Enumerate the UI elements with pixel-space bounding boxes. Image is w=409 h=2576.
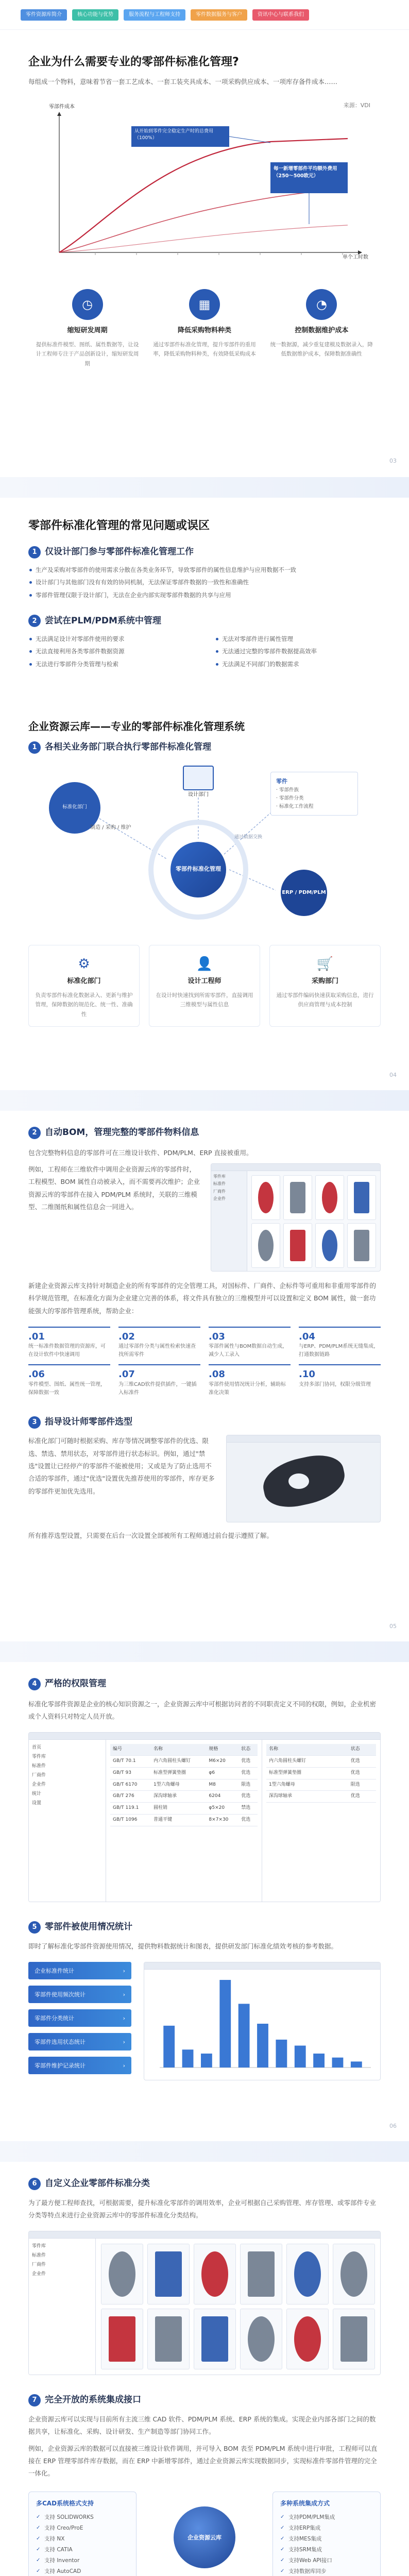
chevron-right-icon: ›	[123, 1967, 125, 1974]
list-item: ✓ 支持ERP集成	[280, 2523, 373, 2534]
category-thumbnail[interactable]	[194, 2244, 236, 2304]
table-row[interactable]	[266, 1791, 376, 1803]
tree-item[interactable]: 厂商件	[213, 1189, 226, 1194]
list-item: ✓ 支持 SOLIDWORKS	[36, 2512, 129, 2523]
role-cards	[28, 945, 381, 1027]
cell: φ6	[206, 1767, 238, 1779]
benefit-number: .10	[299, 1369, 315, 1380]
page-divider	[0, 2141, 409, 2162]
stats-button[interactable]	[28, 1962, 131, 1979]
category-item[interactable]: 企业件	[32, 2272, 46, 2277]
chart-box-total: 从开始到零件完全稳定生产时的总费用（100%）	[134, 129, 214, 141]
cost-chart	[28, 100, 381, 270]
role-desc: 通过零部件编码快速获取采购信息，进行供应商管理与成本控制	[276, 992, 374, 1008]
stats-button-label: 零部件分类统计	[35, 2014, 74, 2022]
cad-support-box	[28, 2492, 137, 2576]
integration-hub: 企业资源云库	[174, 2506, 235, 2568]
usage-bar-chart	[144, 1970, 376, 2078]
page-divider	[0, 1641, 409, 1662]
part-thumbnail-grid	[247, 1171, 380, 1272]
role-title: 设计工程师	[188, 977, 221, 985]
cell: M8	[206, 1779, 238, 1791]
column-header: 编号	[110, 1744, 151, 1755]
role-card	[28, 945, 140, 1027]
node-center: 零部件标准化管理	[171, 842, 226, 897]
benefit-text: 与ERP、PDM/PLM系统无缝集成，打通数据链路	[299, 1344, 379, 1358]
usage-bar	[276, 2040, 287, 2067]
category-tree	[29, 2239, 96, 2375]
parts-table	[110, 1744, 258, 1826]
sub-heading	[28, 2177, 381, 2191]
cart-icon: 🛒	[316, 956, 334, 972]
cell: 深沟球轴承	[151, 1791, 206, 1803]
chart-y-label: 零部件成本	[49, 104, 75, 110]
selection-screenshot	[226, 1435, 381, 1522]
column-header: 名称	[151, 1744, 206, 1755]
feature-line: · 零部件族	[276, 787, 299, 793]
cell: 优选	[348, 1791, 376, 1803]
sub-heading-text: 完全开放的系统集成接口	[45, 2395, 141, 2405]
stats-button[interactable]	[28, 2009, 131, 2027]
section-resource-library	[0, 714, 409, 1090]
sub-heading	[28, 1921, 381, 1934]
node-bottom-label: 制造 / 采购 / 维护	[90, 824, 131, 831]
cell: 优选	[348, 1767, 376, 1779]
stats-button-label: 零部件选用状态统计	[35, 2038, 86, 2045]
sub-heading-text: 自定义企业零部件标准分类	[45, 2178, 150, 2189]
benefit-number: .06	[28, 1369, 45, 1380]
cell: GB/T 276	[110, 1791, 151, 1803]
sub-heading	[28, 1126, 381, 1140]
section-intro: 每组成一个物料，意味着节省一套工艺成本、一套工装夹具成本、一项采购供应成本、一项库存备件成本……	[28, 77, 338, 86]
stats-button[interactable]	[28, 2057, 131, 2074]
role-card	[269, 945, 381, 1027]
usage-bar	[351, 2062, 362, 2068]
cell: 圆柱销	[151, 1803, 206, 1815]
section-permissions	[0, 1662, 409, 2141]
paragraph: 新建企业资源云库支持针对制造企业的所有零部件的完全管理工具，对国标件、厂商件、企标件等可重用和非重用零部件的科学规范管理，在标准化方面为企业建立完善的体系，将文件具有独立的三维模型并可以设置和定义 BOM 属性，做一套功能强大的零部件管理系统，帮助企业：	[28, 1281, 377, 1315]
benefit-cards	[28, 289, 381, 368]
column-header: 状态	[348, 1744, 376, 1755]
list-item: 无法满足设计对零部件使用的要求	[28, 633, 194, 645]
usage-bar	[313, 2054, 325, 2067]
list-item: ✓ 支持PDM/PLM集成	[280, 2512, 373, 2523]
feature-line: · 标准化工作流程	[276, 804, 314, 810]
part-thumbnail[interactable]	[347, 1175, 376, 1220]
benefit-grid	[28, 1327, 381, 1397]
category-thumbnail[interactable]	[333, 2244, 375, 2304]
node-erp: ERP / PDM/PLM	[281, 870, 327, 916]
usage-bar	[201, 2054, 212, 2067]
benefit-text: 零件模型、图纸、属性统一管理，保障数据一致	[28, 1381, 106, 1396]
user-icon: 👤	[196, 956, 213, 972]
benefit-title: 降低采购物料种类	[177, 327, 231, 335]
category-thumbnail[interactable]	[333, 2309, 375, 2369]
category-item[interactable]: 标准件	[32, 2253, 46, 2259]
role-title: 标准化部门	[67, 977, 101, 985]
bom-screenshot	[211, 1163, 381, 1272]
part-thumbnail[interactable]	[283, 1223, 312, 1268]
benefit-number: .07	[118, 1369, 135, 1380]
paragraph: 标准化零部件资源是企业的核心知识资源之一，企业资源云库中可根据访问者的不同职责定义不同的权限，例如，企业机密或个人资料只对特定人员开放。	[28, 1700, 377, 1720]
monitor-icon	[183, 766, 214, 790]
top-tab-bar	[0, 0, 409, 30]
column-header: 名称	[266, 1744, 348, 1755]
system-integration-box	[272, 2492, 381, 2576]
list-item: 无法直接利用各类零部件数据资源	[28, 645, 194, 657]
benefit-number: .03	[209, 1331, 225, 1342]
part-thumbnail[interactable]	[315, 1175, 344, 1220]
category-thumbnail[interactable]	[194, 2309, 236, 2369]
problem-list-left	[28, 633, 194, 670]
benefit-number: .08	[209, 1369, 225, 1380]
nav-tree-item[interactable]: 厂商件	[32, 1773, 46, 1778]
stats-button[interactable]	[28, 1986, 131, 2003]
usage-bar	[163, 2026, 175, 2067]
list-item: 无法进行零部件分类管理与检索	[28, 658, 194, 670]
cell: GB/T 1096	[110, 1814, 151, 1826]
benefit-title: 控制数据维护成本	[295, 327, 349, 335]
box-title: 多CAD系统格式支持	[36, 2499, 94, 2507]
stats-button[interactable]	[28, 2033, 131, 2050]
paragraph: 所有推荐选型设置，只需要在后台一次设置全部被所有工程师通过前台提示遵照了解。	[28, 1532, 274, 1540]
usage-bar	[332, 2058, 344, 2067]
chevron-right-icon: ›	[123, 2014, 125, 2022]
number-badge: 3	[28, 1416, 41, 1429]
chevron-right-icon: ›	[123, 1991, 125, 1998]
benefit-text: 零部件使用情况统计分析，辅助标准化决策	[209, 1381, 286, 1396]
sub-heading-text: 指导设计师零部件选型	[45, 1416, 132, 1427]
usage-bar	[295, 2046, 306, 2068]
selection-block	[28, 1435, 381, 1522]
usage-bar	[182, 2049, 194, 2067]
role-title: 采购部门	[311, 977, 338, 985]
gear-icon: ⚙	[78, 956, 90, 972]
benefit-card	[268, 289, 376, 368]
node-standardization: 标准化部门	[49, 782, 100, 834]
list-item: ✓ 支持数据库同步	[280, 2566, 373, 2576]
cell: GB/T 6170	[110, 1779, 151, 1791]
paragraph: 例如，企业资源云库的数据可以直接被三维设计软件调用，并可导入 BOM 表至 PDM/PLM 系统中进行审批，工程师可以直接在 ERP 管理零部件库存数据，而在 ERP 中新增零部件，通过企业资源云库实现数据同步，实现标准件零部件管理的完全一体化。	[28, 2444, 378, 2478]
number-badge: 7	[28, 2394, 41, 2406]
table-row[interactable]	[110, 1791, 258, 1803]
cell: 深沟球轴承	[266, 1791, 348, 1803]
link-label: 通过数据交换	[234, 834, 263, 840]
number-badge: 2	[28, 615, 41, 627]
category-thumbnail[interactable]	[101, 2309, 143, 2369]
category-item[interactable]: 零件库	[32, 2244, 46, 2249]
cell: 优选	[238, 1756, 258, 1768]
window-titlebar	[227, 1435, 380, 1443]
benefit-number: .01	[28, 1331, 45, 1342]
list-item: 无法通过完整的零部件数据提高效率	[215, 645, 381, 657]
sub-heading-text: 仅设计部门参与零部件标准化管理工作	[45, 546, 194, 557]
collaboration-diagram	[28, 761, 381, 931]
chevron-right-icon: ›	[123, 2062, 125, 2069]
classification-screenshot	[28, 2231, 381, 2375]
part-thumbnail[interactable]	[347, 1223, 376, 1268]
category-thumbnail[interactable]	[147, 2244, 190, 2304]
page-number: 06	[389, 2122, 397, 2129]
benefit-box	[28, 1364, 110, 1397]
permission-table	[266, 1744, 376, 1803]
table-row[interactable]	[110, 1756, 258, 1768]
stats-button-label: 零部件维护记录统计	[35, 2062, 86, 2069]
cell: 普通平键	[151, 1814, 206, 1826]
node-design-label: 设计部门	[188, 791, 209, 798]
section-title: 零部件标准化管理的常见问题或误区	[28, 519, 210, 532]
benefit-box	[209, 1327, 291, 1359]
list-item: ✓ 支持 Inventor	[36, 2555, 129, 2566]
paragraph: 即时了解标准化零部件资源使用情况，提供物料数据统计和图表，提供研发部门标准化绩效考核的参考数据。	[28, 1942, 338, 1950]
benefit-title: 缩短研发周期	[67, 327, 108, 335]
role-card	[149, 945, 260, 1027]
nav-tree-item[interactable]: 零件库	[32, 1754, 46, 1760]
pdm-problem-lists	[28, 633, 381, 670]
benefit-card	[150, 289, 258, 368]
table-row[interactable]	[266, 1767, 376, 1779]
cell: 禁选	[238, 1803, 258, 1815]
nav-tree-item[interactable]: 企业件	[32, 1782, 46, 1788]
sub-heading	[28, 2394, 381, 2407]
table-row[interactable]	[266, 1779, 376, 1791]
benefit-box	[28, 1327, 110, 1359]
sub-heading	[28, 615, 381, 628]
gauge-icon: ◔	[306, 289, 337, 320]
feature-card	[270, 772, 358, 816]
part-thumbnail[interactable]	[251, 1175, 280, 1220]
cell: 优选	[238, 1814, 258, 1826]
column-header: 状态	[238, 1744, 258, 1755]
nav-tree-item[interactable]: 统计	[32, 1791, 42, 1797]
cell: 内六角圆柱头螺钉	[266, 1756, 348, 1768]
tree-item[interactable]: 零件库	[213, 1174, 226, 1179]
sub-heading-text: 各相关业务部门联合执行零部件标准化管理	[45, 742, 211, 752]
cell: 优选	[238, 1791, 258, 1803]
problem-list	[28, 564, 381, 601]
category-item[interactable]: 厂商件	[32, 2262, 46, 2268]
list-item: 无法满足不同部门的数据需求	[215, 658, 381, 670]
section-classification	[0, 2162, 409, 2576]
integration-block	[28, 2492, 381, 2576]
problem-list-right	[215, 633, 381, 670]
chart-box-extra	[274, 165, 346, 180]
list-item: 设计部门与其他部门没有有效的协同机制，无法保证零部件数据的一致性和准确性	[28, 576, 381, 588]
chart-x-label: 单个工时数	[343, 255, 368, 261]
list-item: ✓ 支持 AutoCAD	[36, 2566, 129, 2576]
cell: 1型六角螺母	[266, 1779, 348, 1791]
number-badge: 2	[28, 1127, 41, 1139]
cell: φ5×20	[206, 1803, 238, 1815]
sub-heading-text: 零部件被使用情况统计	[45, 1922, 132, 1933]
table-row[interactable]	[110, 1814, 258, 1826]
page-divider	[0, 1090, 409, 1111]
number-badge: 1	[28, 741, 41, 754]
chart-icon: ▦	[189, 289, 220, 320]
list-item: ✓ 支持MES集成	[280, 2534, 373, 2545]
benefit-box	[299, 1364, 381, 1397]
cell: GB/T 93	[110, 1767, 151, 1779]
page-number: 05	[389, 1622, 397, 1630]
window-titlebar	[211, 1164, 380, 1171]
benefit-desc: 提供标准件模型、图纸、属性数据等，让设计工程师专注于产品创新设计，缩短研发周期	[36, 341, 139, 367]
list-item: ✓ 支持Web API接口	[280, 2555, 373, 2566]
part-thumbnail[interactable]	[283, 1175, 312, 1220]
sub-heading	[28, 741, 381, 754]
paragraph: 为了最方便工程师查找，可根据需要，提升标准化零部件的调用效率，企业可根据自己采购管理、库存管理、或零部件专业分类等特点来进行企业资源云库中的零部件标准化分类结构。	[28, 2198, 377, 2219]
category-thumbnail-grid	[96, 2239, 380, 2375]
chart-box-extra-range: （250～500欧元）	[274, 173, 319, 179]
cell: 6204	[206, 1791, 238, 1803]
stats-menu	[28, 1962, 131, 2080]
paragraph: 标准化部门可随时根据采购、库存等情况调整零部件的优选、限选、禁选、禁用状态，对零部件进行状态标识。例如，通过"禁选"设置让已经停产的零部件不能被使用；又或是为了防止选用不合适的零部件，通过"优选"设置优先推荐使用的零部件，库存更多的零部件更加优先选用。	[28, 1437, 215, 1495]
cell: 优选	[238, 1767, 258, 1779]
node-design	[157, 766, 240, 800]
tab-data-service[interactable]: 零件数据服务与客户	[191, 9, 247, 21]
benefit-text: 支持多部门协同，权限分级管理	[299, 1381, 371, 1387]
cell: 优选	[348, 1756, 376, 1768]
feature-card-title: 零件	[276, 777, 287, 785]
table-panel-left	[106, 1740, 262, 1902]
table-row[interactable]	[110, 1803, 258, 1815]
usage-bar	[219, 1980, 231, 2067]
benefit-desc: 通过零部件标准化管理，提升零部件的重用率，降低采购物料种类，有效降低采购成本	[153, 341, 256, 358]
benefit-text: 为三维CAD软件提供插件，一键插入标准件	[118, 1381, 197, 1396]
stats-screenshot	[144, 1962, 381, 2080]
category-thumbnail[interactable]	[101, 2244, 143, 2304]
category-thumbnail[interactable]	[286, 2309, 329, 2369]
sub-heading	[28, 546, 381, 559]
tree-item[interactable]: 标准件	[213, 1181, 226, 1187]
usage-bar	[238, 2004, 250, 2067]
cell: 标准型弹簧垫圈	[266, 1767, 348, 1779]
cell: 8×7×30	[206, 1814, 238, 1826]
usage-bar	[257, 2024, 268, 2067]
benefit-box	[299, 1327, 381, 1359]
sub-heading	[28, 1677, 381, 1691]
stats-button-label: 企业标准件统计	[35, 1967, 74, 1974]
permissions-screenshot	[28, 1732, 381, 1902]
benefit-card	[33, 289, 141, 368]
list-item: ✓ 支持 CATIA	[36, 2545, 129, 2555]
clock-icon: ◷	[72, 289, 103, 320]
chart-source: 来源：VDI	[343, 102, 370, 109]
sub-heading-text: 尝试在PLM/PDM系统中管理	[45, 615, 161, 626]
benefit-desc: 统一数据源，减少重复建模及数据录入，降低数据维护成本，保障数据准确性	[270, 341, 373, 358]
benefit-number: .04	[299, 1331, 315, 1342]
page-divider	[0, 477, 409, 498]
number-badge: 1	[28, 546, 41, 558]
cell: GB/T 70.1	[110, 1756, 151, 1768]
part-thumbnail[interactable]	[315, 1223, 344, 1268]
cell: 标准型弹簧垫圈	[151, 1767, 206, 1779]
part-thumbnail[interactable]	[251, 1223, 280, 1268]
section-common-problems	[0, 498, 409, 714]
bom-block	[28, 1163, 381, 1272]
nav-tree-item[interactable]: 首页	[32, 1745, 42, 1751]
list-item: ✓ 支持SRM集成	[280, 2545, 373, 2555]
list-item: 生产及采购对零部件的使用需求分散在各类业务环节，导致零部件的属性信息维护与应用数据不一致	[28, 564, 381, 576]
table-panel-right	[262, 1740, 380, 1902]
cell: 限选	[348, 1779, 376, 1791]
nav-tree	[29, 1740, 106, 1902]
category-thumbnail[interactable]	[147, 2309, 190, 2369]
cell: M6×20	[206, 1756, 238, 1768]
tab-features[interactable]: 核心功能与优势	[72, 9, 118, 21]
category-thumbnail[interactable]	[240, 2244, 282, 2304]
benefit-text: 零部件属性与BOM数据自动生成，减少人工录入	[209, 1344, 288, 1358]
category-thumbnail[interactable]	[286, 2244, 329, 2304]
stats-button-label: 零部件使用频次统计	[35, 1991, 86, 1998]
column-header: 规格	[206, 1744, 238, 1755]
list-item: ✓ 支持 Creo/ProE	[36, 2523, 129, 2534]
number-badge: 6	[28, 2178, 41, 2190]
window-titlebar	[29, 1733, 380, 1740]
nav-tree-item[interactable]: 标准件	[32, 1764, 46, 1769]
feature-line: · 零部件分类	[276, 795, 304, 801]
benefit-text: 统一标准件数据管理的资源库，可在设计软件中快速调用	[28, 1344, 106, 1358]
role-desc: 负责零部件标准化数据录入、更新与维护管理，保障数据的规范化、统一性、准确性	[35, 992, 133, 1018]
paragraph: 企业资源云库可以实现与目前所有主流三维 CAD 软件、PDM/PLM 系统、ERP 系统的集成。实现企业内部各部门之间的数据共享，让标准化、采购、设计研发、生产制造等部门协同工作。	[28, 2415, 376, 2436]
benefit-number: .02	[118, 1331, 135, 1342]
sub-heading-text: 严格的权限管理	[45, 1679, 106, 1689]
chevron-right-icon: ›	[123, 2038, 125, 2045]
cell: 内六角圆柱头螺钉	[151, 1756, 206, 1768]
tab-service[interactable]: 服务流程与工程师支持	[124, 9, 185, 21]
paragraph: 例如，工程师在三维软件中调用企业资源云库的零部件时，工程模型、BOM 属性自动被录入，而不需要再次维护；企业资源云库的零部件在接入 PDM/PLM 系统时，关联的三维模型、二维图纸和属性信息会一同进入。	[28, 1165, 200, 1211]
page-number: 03	[389, 457, 397, 464]
tab-news[interactable]: 资讯中心与联系我们	[252, 9, 309, 21]
cell: 限选	[238, 1779, 258, 1791]
section-auto-bom	[0, 1111, 409, 1641]
cell: GB/T 119.1	[110, 1803, 151, 1815]
page-number: 04	[389, 1071, 397, 1078]
table-row[interactable]	[110, 1779, 258, 1791]
benefit-box	[118, 1364, 200, 1397]
nav-tree-item[interactable]: 设置	[32, 1801, 42, 1806]
benefit-box	[118, 1327, 200, 1359]
window-titlebar	[144, 1962, 380, 1970]
section-why-standardize	[0, 30, 409, 477]
tab-intro[interactable]: 零件资源库简介	[21, 9, 67, 21]
benefit-text: 通过零部件分类与属性检索快速查找所需零件	[118, 1344, 196, 1358]
chart-box-extra-title: 每一新增零部件平均额外费用	[274, 166, 337, 172]
section-title: 企业资源云库——专业的零部件标准化管理系统	[28, 720, 245, 733]
sub-heading	[28, 1416, 381, 1429]
stats-block	[28, 1962, 381, 2080]
list-item: ✓ 支持 NX	[36, 2534, 129, 2545]
cell: 1型六角螺母	[151, 1779, 206, 1791]
number-badge: 4	[28, 1678, 41, 1690]
table-row[interactable]	[266, 1756, 376, 1768]
benefit-box	[209, 1364, 291, 1397]
section-title: 企业为什么需要专业的零部件标准化管理?	[28, 56, 239, 69]
role-desc: 在设计时快速找到所需零部件，直接调用三维模型与属性信息	[156, 992, 253, 1008]
number-badge: 5	[28, 1921, 41, 1934]
window-titlebar	[29, 2231, 380, 2239]
tree-item[interactable]: 企业件	[213, 1196, 226, 1201]
integration-center	[146, 2506, 263, 2568]
tree-panel	[211, 1171, 247, 1272]
box-title: 多种系统集成方式	[280, 2499, 330, 2507]
list-item: 零部件管理仅限于设计部门，无法在企业内部实现零部件数据的共享与应用	[28, 589, 381, 601]
sub-heading-text: 自动BOM，管理完整的零部件物料信息	[45, 1127, 199, 1138]
paragraph: 包含完整物料信息的零部件可在三维设计软件、PDM/PLM、ERP 直接被重用。	[28, 1148, 253, 1157]
table-row[interactable]	[110, 1767, 258, 1779]
category-thumbnail[interactable]	[240, 2309, 282, 2369]
list-item: 无法对零部件进行属性管理	[215, 633, 381, 645]
